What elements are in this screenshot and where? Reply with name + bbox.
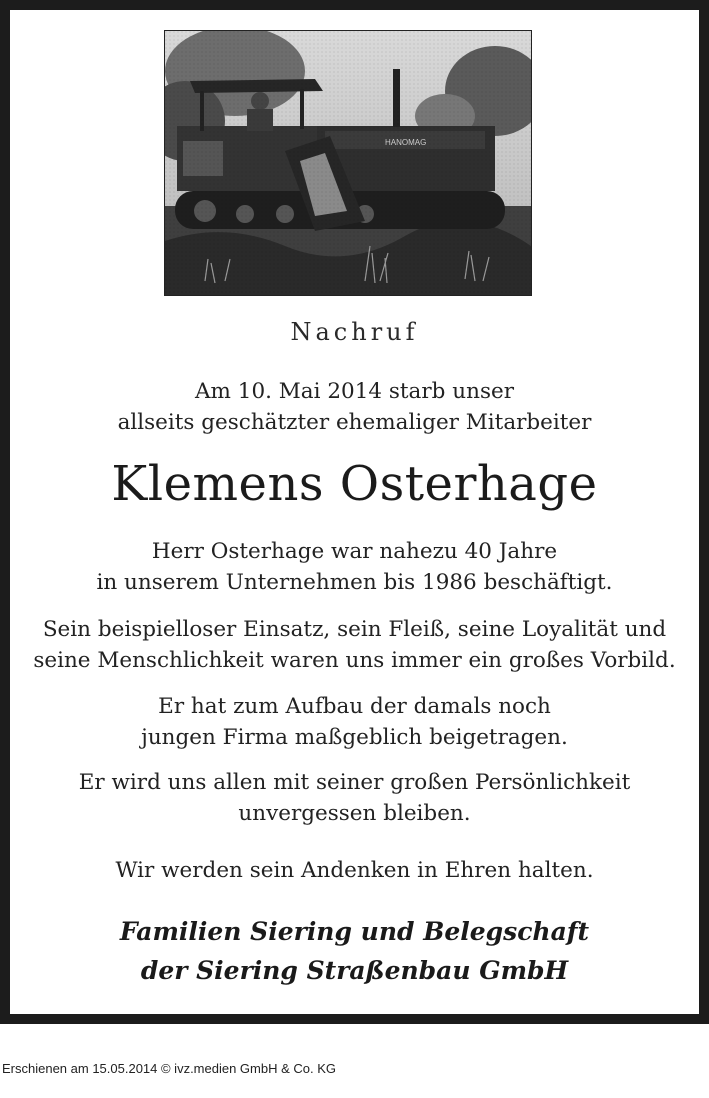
paragraph-line: jungen Firma maßgeblich beigetragen. <box>141 725 568 750</box>
paragraph-line: Sein beispielloser Einsatz, sein Fleiß, seine Loyalität und <box>42 617 667 642</box>
heading-nachruf: Nachruf <box>290 318 419 346</box>
paragraph-employment <box>0 536 709 598</box>
signature-line: Familien Siering und Belegschaft <box>119 917 590 946</box>
intro-line: Am 10. Mai 2014 starb unser <box>195 379 514 404</box>
paragraph-contribution <box>0 691 709 753</box>
deceased-name: Klemens Osterhage <box>111 456 598 512</box>
signature <box>0 912 709 990</box>
paragraph-line: seine Menschlichkeit waren uns immer ein großes Vorbild. <box>33 648 676 673</box>
bulldozer-photo <box>164 30 532 296</box>
bulldozer-photo-drawing <box>165 31 531 295</box>
paragraph-line: Wir werden sein Andenken in Ehren halten. <box>115 858 594 883</box>
paragraph-line: Er hat zum Aufbau der damals noch <box>158 694 551 719</box>
paragraph-line: in unserem Unternehmen bis 1986 beschäftigt. <box>96 570 613 595</box>
publication-footer: Erschienen am 15.05.2014 © ivz.medien GmbH & Co. KG <box>2 1061 337 1076</box>
paragraph-line: unvergessen bleiben. <box>238 801 471 826</box>
paragraph-line: Herr Osterhage war nahezu 40 Jahre <box>151 539 558 564</box>
intro-text <box>0 376 709 438</box>
signature-line: der Siering Straßenbau GmbH <box>140 956 569 985</box>
paragraph-character <box>0 614 709 676</box>
paragraph-line: Er wird uns allen mit seiner großen Persönlichkeit <box>78 770 631 795</box>
paragraph-remembrance <box>0 767 709 829</box>
intro-line: allseits geschätzter ehemaliger Mitarbeiter <box>117 410 592 435</box>
paragraph-closing <box>0 855 709 886</box>
